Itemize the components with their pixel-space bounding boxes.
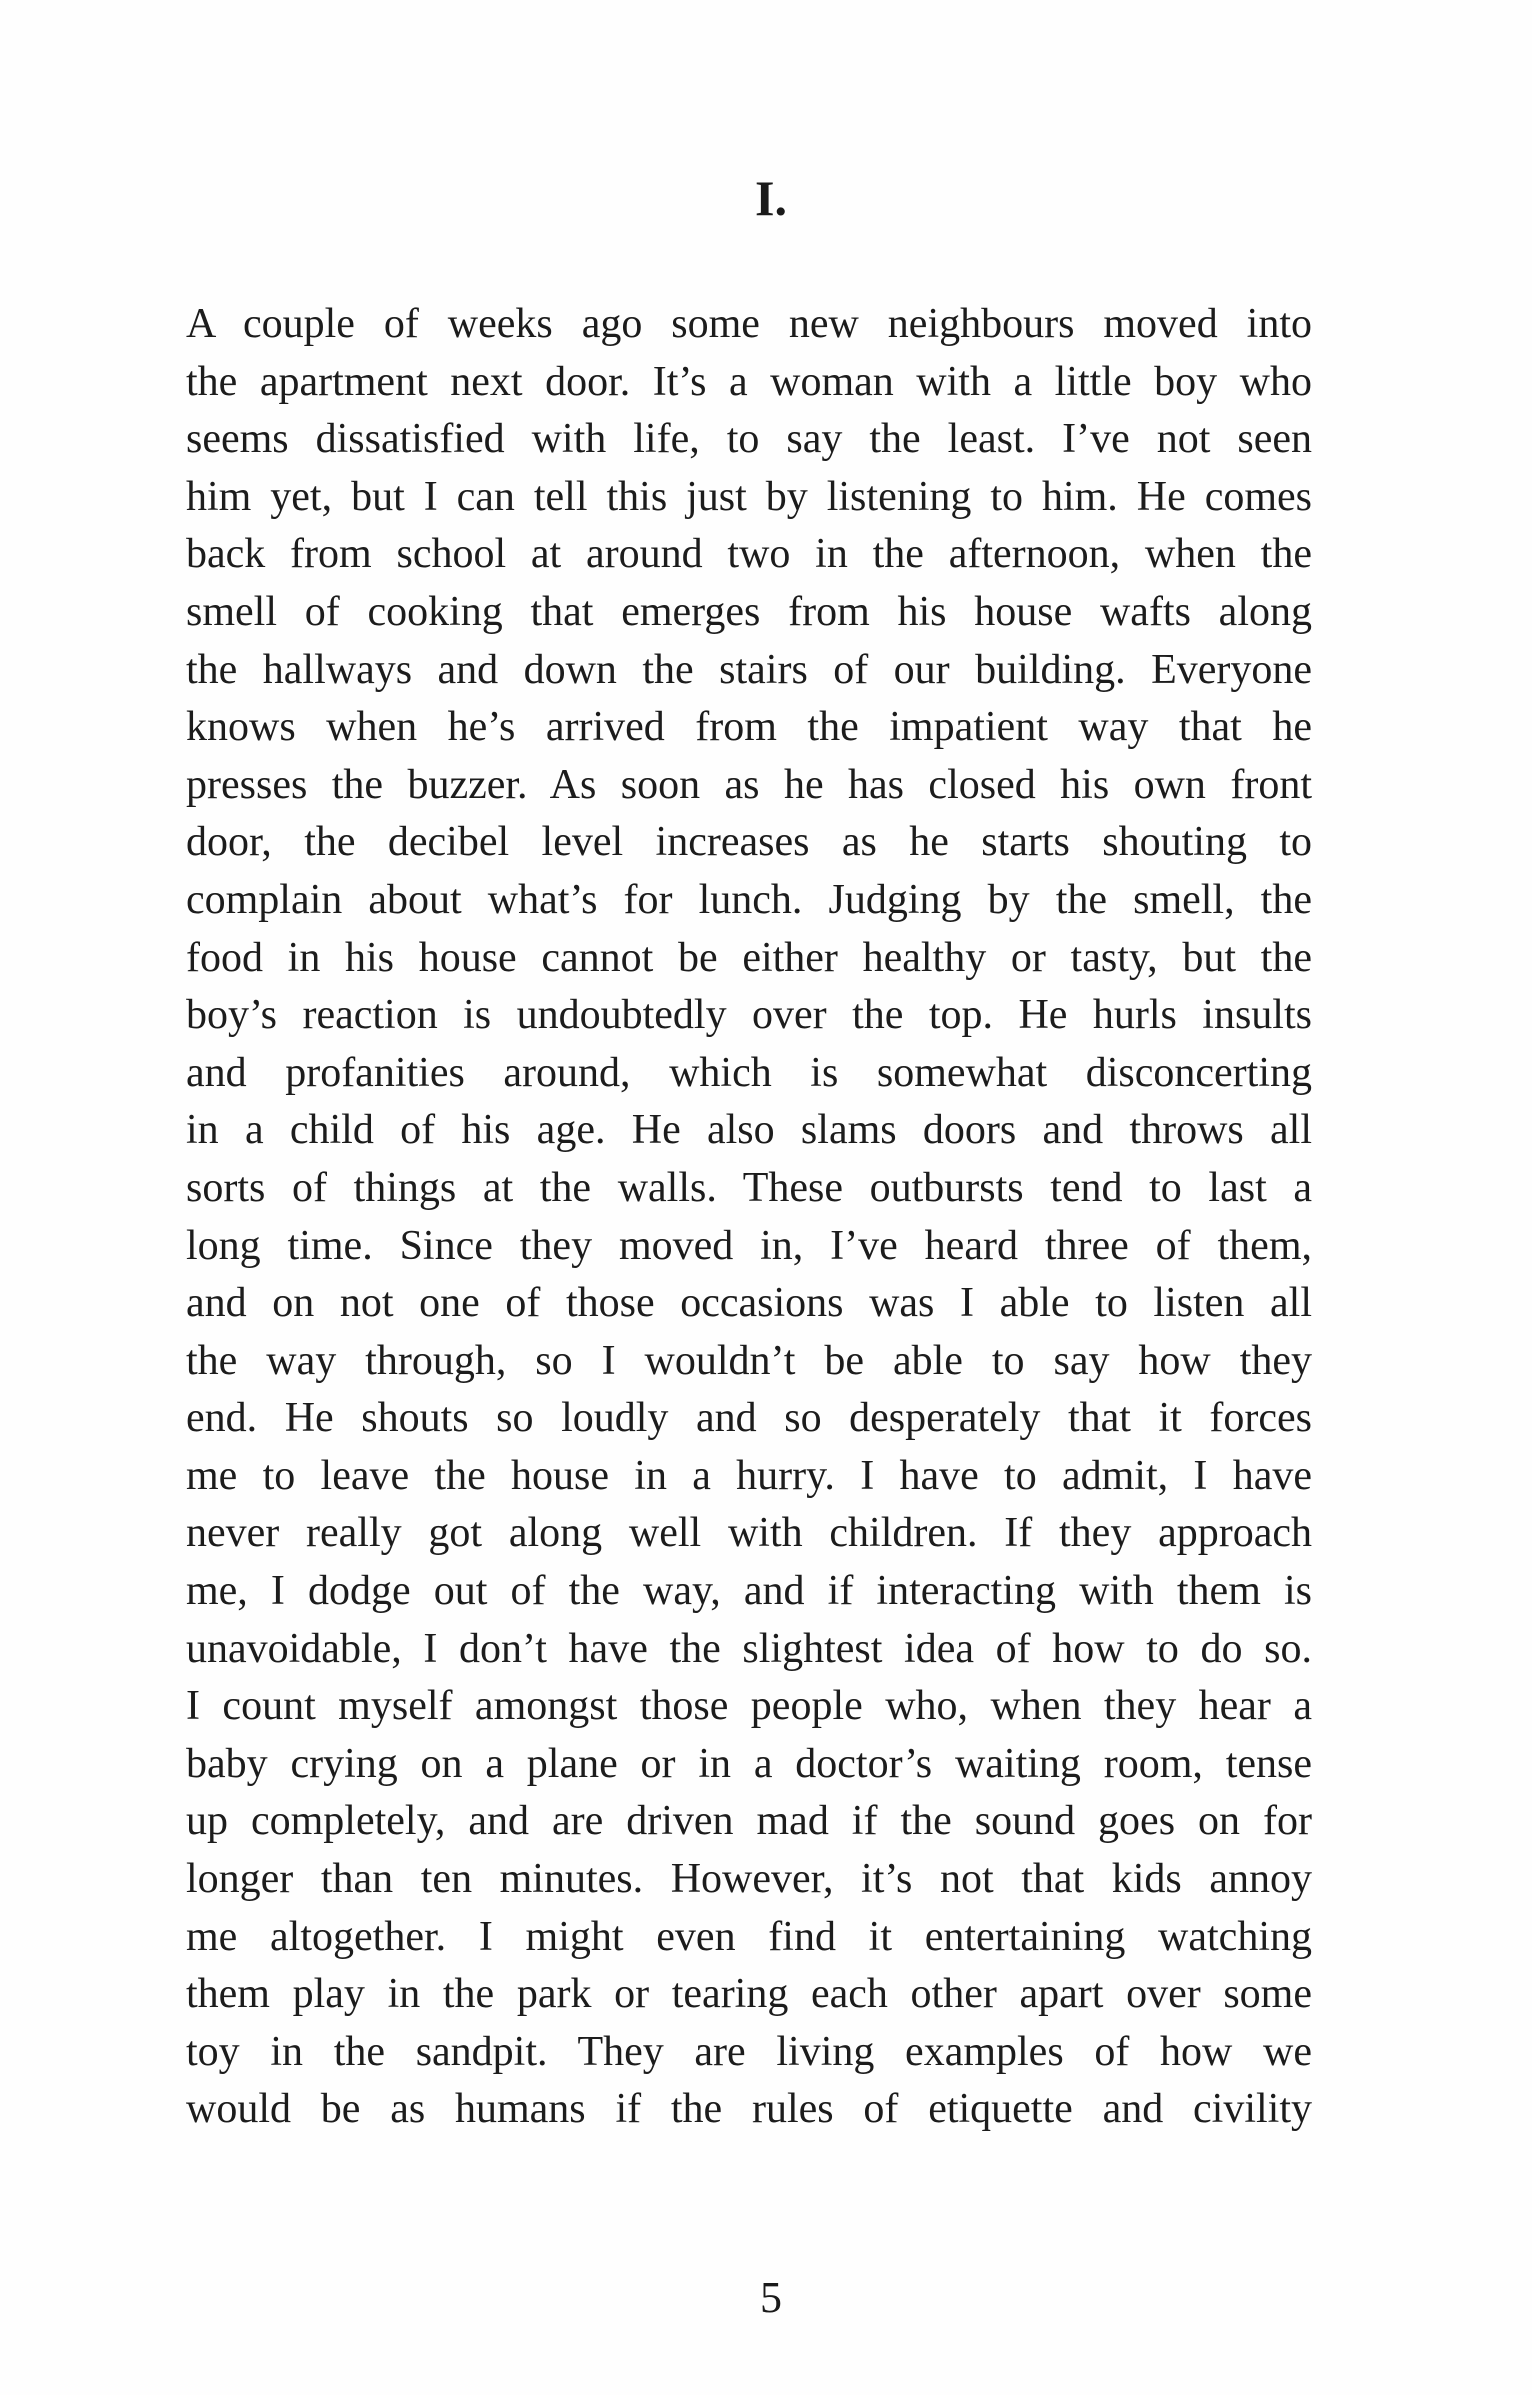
text-line: never really got along well with children. If they approach bbox=[186, 1510, 1312, 1557]
text-line: up completely, and are driven mad if the sound goes on for bbox=[186, 1798, 1312, 1845]
text-line: the way through, so I wouldn’t be able to say how they bbox=[186, 1337, 1312, 1384]
text-line: me to leave the house in a hurry. I have to admit, I have bbox=[186, 1452, 1312, 1499]
text-line: door, the decibel level increases as he starts shouting to bbox=[186, 819, 1312, 866]
text-line: sorts of things at the walls. These outbursts tend to last a bbox=[186, 1164, 1312, 1211]
text-line: I count myself amongst those people who, when they hear a bbox=[186, 1683, 1312, 1730]
text-line: them play in the park or tearing each other apart over some bbox=[186, 1971, 1312, 2018]
text-line: would be as humans if the rules of etiquette and civility bbox=[186, 2086, 1312, 2133]
text-line: smell of cooking that emerges from his house wafts along bbox=[186, 588, 1312, 635]
text-line: seems dissatisfied with life, to say the least. I’ve not seen bbox=[186, 416, 1312, 463]
text-line: toy in the sandpit. They are living examples of how we bbox=[186, 2028, 1312, 2075]
text-line: complain about what’s for lunch. Judging by the smell, the bbox=[186, 876, 1312, 923]
text-line: presses the buzzer. As soon as he has closed his own front bbox=[186, 761, 1312, 808]
text-line: unavoidable, I don’t have the slightest idea of how to do so. bbox=[186, 1625, 1312, 1672]
text-line: and profanities around, which is somewhat disconcerting bbox=[186, 1049, 1312, 1096]
text-line: and on not one of those occasions was I able to listen all bbox=[186, 1280, 1312, 1327]
text-line: back from school at around two in the afternoon, when the bbox=[186, 531, 1312, 578]
chapter-heading: I. bbox=[755, 170, 787, 226]
text-line: me, I dodge out of the way, and if interacting with them is bbox=[186, 1568, 1312, 1615]
text-line: knows when he’s arrived from the impatient way that he bbox=[186, 704, 1312, 751]
text-line: boy’s reaction is undoubtedly over the top. He hurls insults bbox=[186, 992, 1312, 1039]
text-line: baby crying on a plane or in a doctor’s waiting room, tense bbox=[186, 1740, 1312, 1787]
text-line: A couple of weeks ago some new neighbours moved into bbox=[186, 301, 1312, 347]
body-text bbox=[186, 296, 1312, 2139]
text-line: in a child of his age. He also slams doors and throws all bbox=[186, 1107, 1312, 1154]
text-line: food in his house cannot be either healthy or tasty, but the bbox=[186, 934, 1312, 981]
text-line: end. He shouts so loudly and so desperately that it forces bbox=[186, 1395, 1312, 1442]
text-line: him yet, but I can tell this just by listening to him. He comes bbox=[186, 473, 1312, 520]
text-line: long time. Since they moved in, I’ve heard three of them, bbox=[186, 1222, 1312, 1269]
text-line: the hallways and down the stairs of our building. Everyone bbox=[186, 646, 1312, 693]
text-line: the apartment next door. It’s a woman with a little boy who bbox=[186, 358, 1312, 405]
text-line: me altogether. I might even find it entertaining watching bbox=[186, 1913, 1312, 1960]
text-line: longer than ten minutes. However, it’s not that kids annoy bbox=[186, 1856, 1312, 1903]
page-number: 5 bbox=[760, 2273, 782, 2322]
